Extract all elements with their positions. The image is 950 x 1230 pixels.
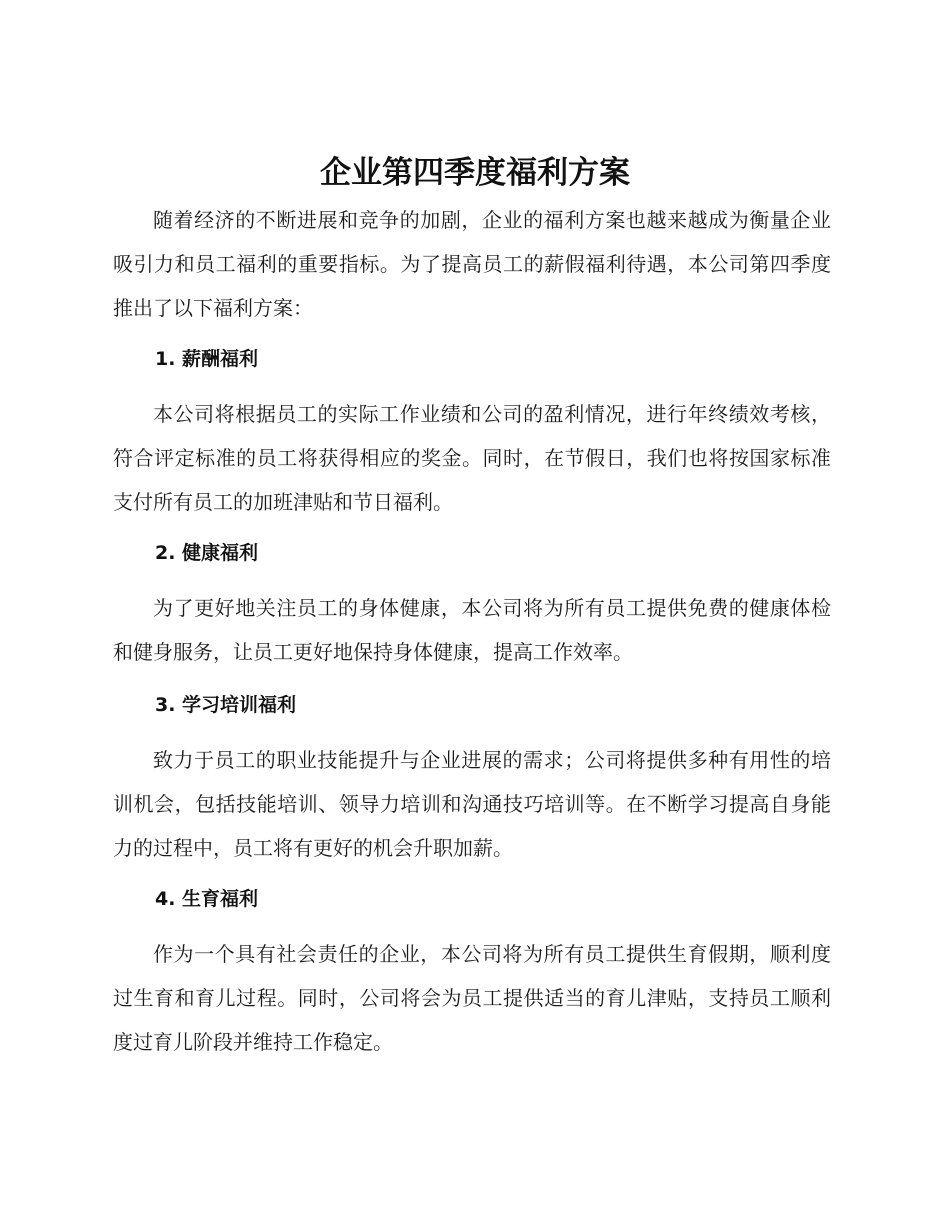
document-title: 企业第四季度福利方案	[320, 155, 630, 191]
section-body-salary: 本公司将根据员工的实际工作业绩和公司的盈利情况，进行年终绩效考核，符合评定标准的员工将获得相应的奖金。同时，在节假日，我们也将按国家标准支付所有员工的加班津贴和节日福利。	[113, 402, 831, 514]
section-heading-training: 3. 学习培训福利	[155, 694, 297, 716]
section-body-maternity: 作为一个具有社会责任的企业，本公司将为所有员工提供生育假期，顺利度过生育和育儿过程。同时，公司将会为员工提供适当的育儿津贴，支持员工顺利度过育儿阶段并维持工作稳定。	[113, 942, 831, 1054]
intro-paragraph: 随着经济的不断进展和竞争的加剧，企业的福利方案也越来越成为衡量企业吸引力和员工福利的重要指标。为了提高员工的薪假福利待遇，本公司第四季度推出了以下福利方案：	[113, 208, 831, 320]
section-body-health: 为了更好地关注员工的身体健康，本公司将为所有员工提供免费的健康体检和健身服务，让员工更好地保持身体健康，提高工作效率。	[113, 596, 831, 664]
section-heading-health: 2. 健康福利	[155, 542, 259, 564]
section-body-training: 致力于员工的职业技能提升与企业进展的需求；公司将提供多种有用性的培训机会，包括技能培训、领导力培训和沟通技巧培训等。在不断学习提高自身能力的过程中，员工将有更好的机会升职加薪。	[113, 748, 831, 860]
section-heading-maternity: 4. 生育福利	[155, 888, 259, 910]
section-heading-salary: 1. 薪酬福利	[155, 348, 259, 370]
